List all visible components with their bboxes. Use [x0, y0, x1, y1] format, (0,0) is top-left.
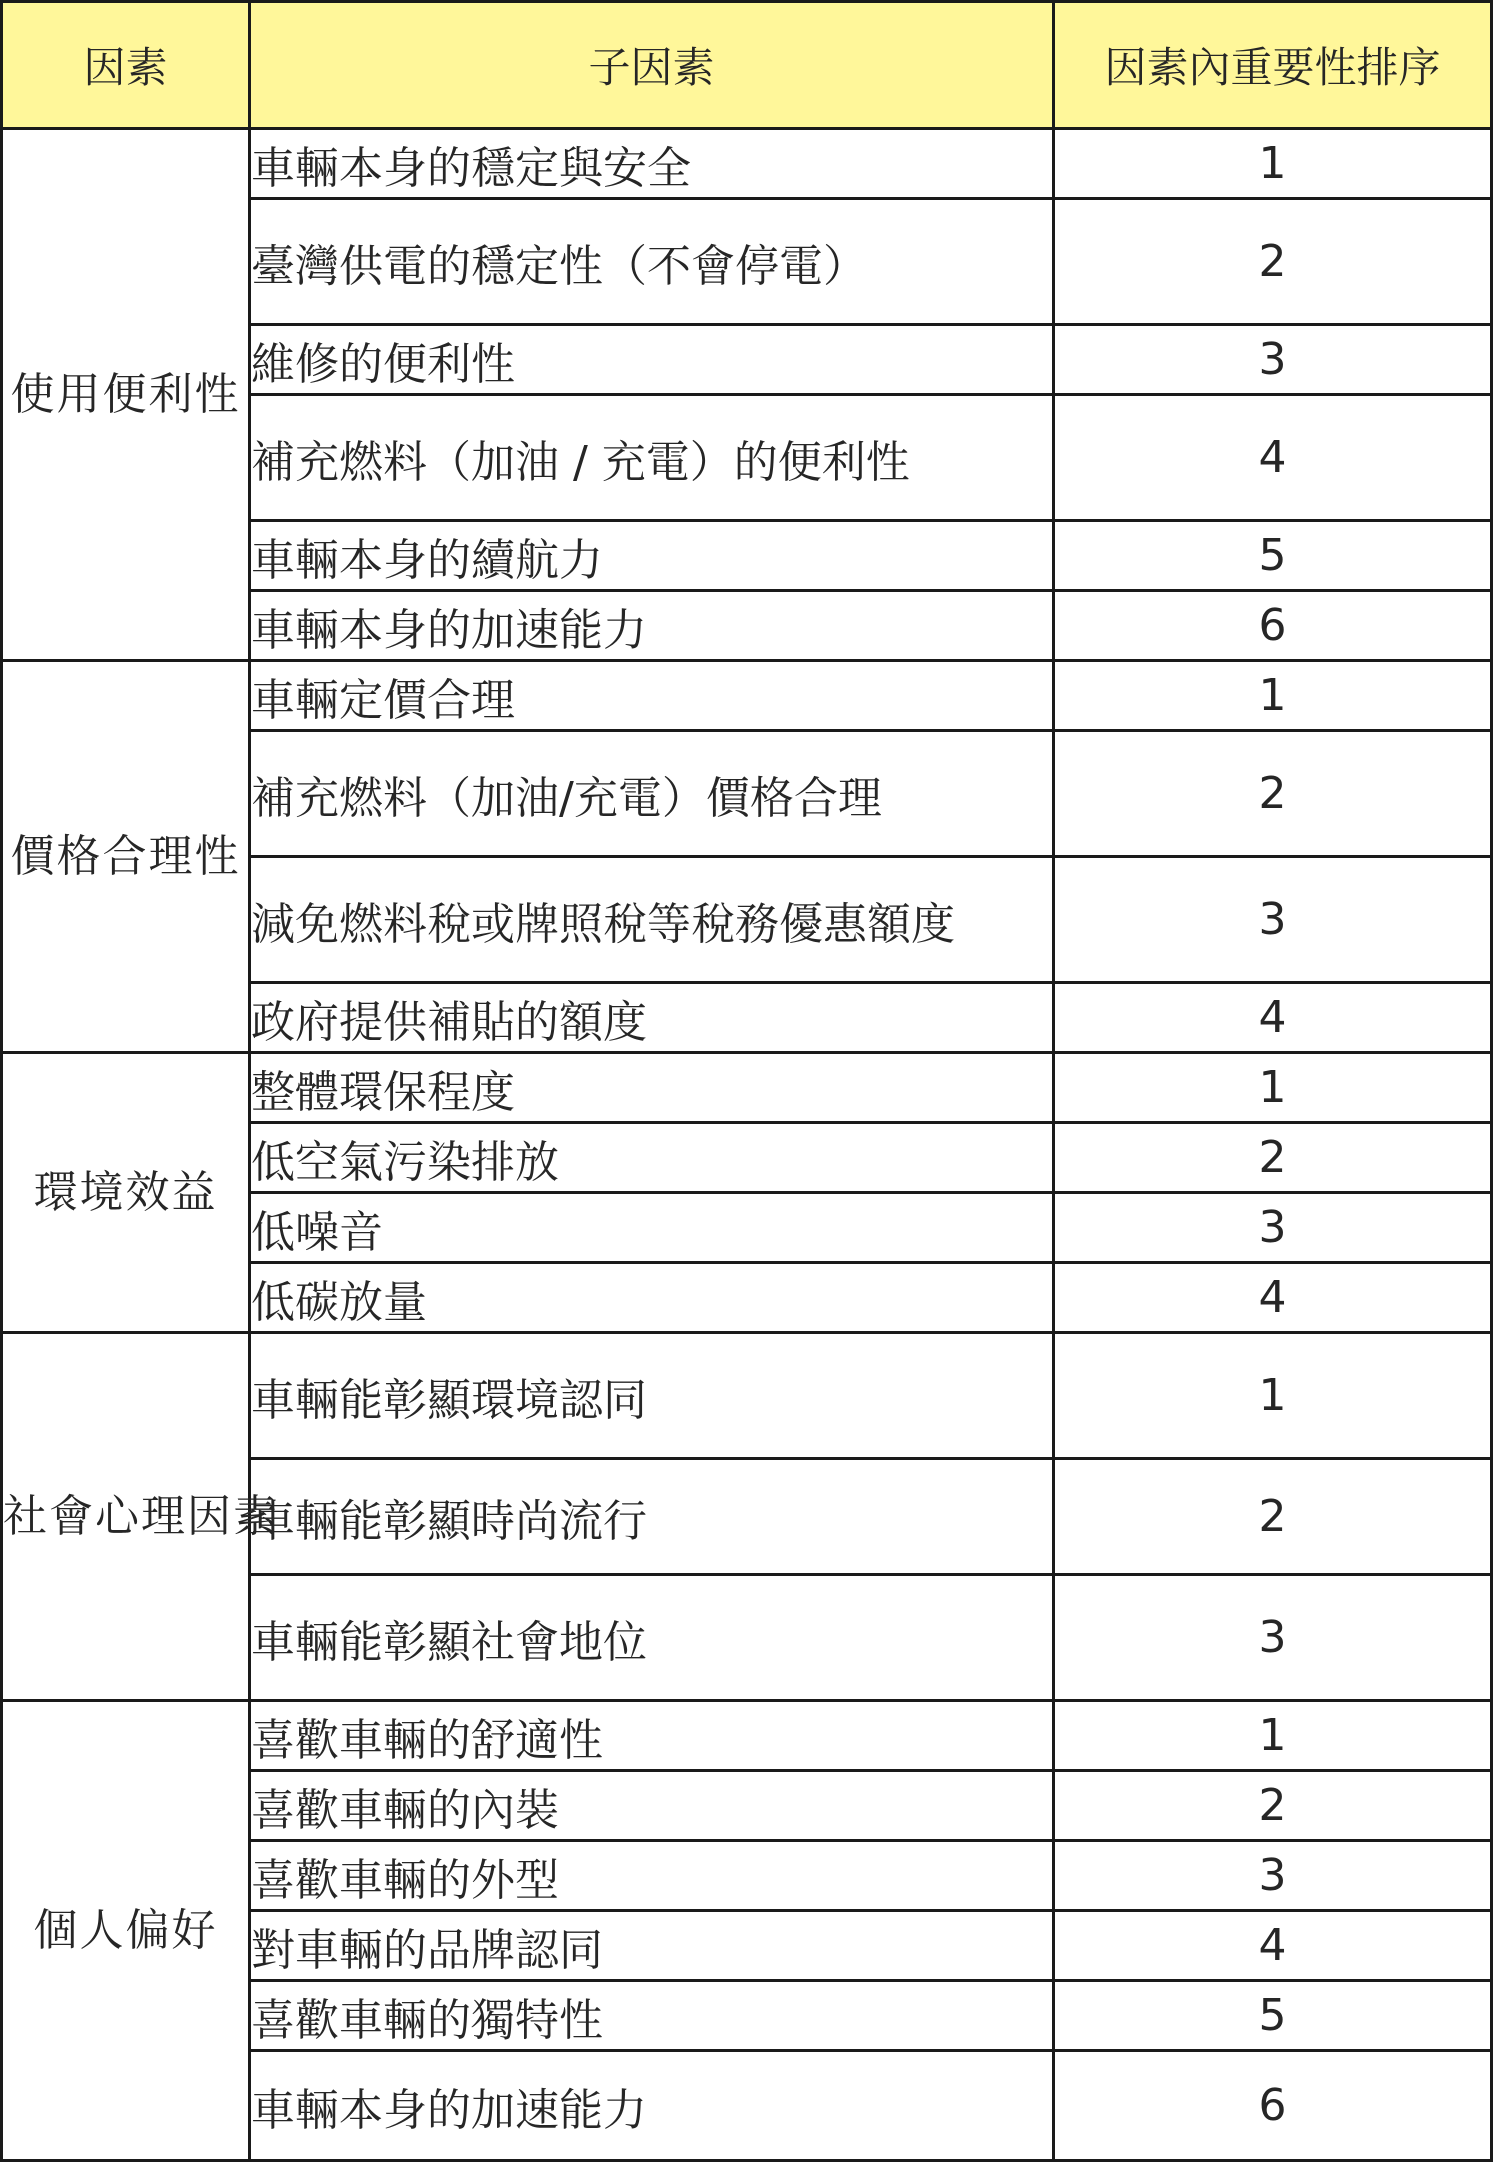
rank-cell: 5: [1054, 1981, 1492, 2051]
subfactor-cell: 車輛能彰顯環境認同: [250, 1333, 1054, 1459]
rank-cell: 4: [1054, 395, 1492, 521]
subfactor-cell: 低碳放量: [250, 1263, 1054, 1333]
factor-cell: 個人偏好: [2, 1701, 250, 2161]
rank-cell: 2: [1054, 199, 1492, 325]
subfactor-cell: 補充燃料（加油/充電）價格合理: [250, 731, 1054, 857]
rank-cell: 3: [1054, 1841, 1492, 1911]
rank-cell: 4: [1054, 1263, 1492, 1333]
rank-cell: 6: [1054, 591, 1492, 661]
subfactor-cell: 喜歡車輛的舒適性: [250, 1701, 1054, 1771]
rank-cell: 3: [1054, 1193, 1492, 1263]
rank-cell: 4: [1054, 983, 1492, 1053]
subfactor-cell: 政府提供補貼的額度: [250, 983, 1054, 1053]
table-row: [2, 129, 1492, 199]
rank-cell: 3: [1054, 857, 1492, 983]
table-row: [2, 1053, 1492, 1123]
factor-cell: 價格合理性: [2, 661, 250, 1053]
rank-cell: 1: [1054, 129, 1492, 199]
table-row: [2, 1333, 1492, 1459]
table-row: [2, 661, 1492, 731]
factor-cell: 使用便利性: [2, 129, 250, 661]
table-row: [2, 1701, 1492, 1771]
subfactor-cell: 補充燃料（加油 / 充電）的便利性: [250, 395, 1054, 521]
subfactor-cell: 減免燃料稅或牌照稅等稅務優惠額度: [250, 857, 1054, 983]
rank-cell: 2: [1054, 1459, 1492, 1575]
subfactor-cell: 車輛本身的穩定與安全: [250, 129, 1054, 199]
rank-cell: 6: [1054, 2051, 1492, 2161]
header-subfactor: 子因素: [250, 2, 1054, 129]
subfactor-cell: 低噪音: [250, 1193, 1054, 1263]
subfactor-cell: 喜歡車輛的內裝: [250, 1771, 1054, 1841]
subfactor-cell: 喜歡車輛的獨特性: [250, 1981, 1054, 2051]
factor-cell: 環境效益: [2, 1053, 250, 1333]
rank-cell: 3: [1054, 325, 1492, 395]
rank-cell: 5: [1054, 521, 1492, 591]
subfactor-cell: 維修的便利性: [250, 325, 1054, 395]
subfactor-cell: 車輛能彰顯時尚流行: [250, 1459, 1054, 1575]
rank-cell: 1: [1054, 1053, 1492, 1123]
subfactor-cell: 車輛本身的續航力: [250, 521, 1054, 591]
subfactor-cell: 車輛本身的加速能力: [250, 2051, 1054, 2161]
rank-cell: 1: [1054, 1701, 1492, 1771]
subfactor-cell: 車輛能彰顯社會地位: [250, 1575, 1054, 1701]
subfactor-cell: 對車輛的品牌認同: [250, 1911, 1054, 1981]
rank-cell: 1: [1054, 1333, 1492, 1459]
rank-cell: 2: [1054, 1123, 1492, 1193]
rank-cell: 4: [1054, 1911, 1492, 1981]
subfactor-cell: 車輛本身的加速能力: [250, 591, 1054, 661]
header-factor: 因素: [2, 2, 250, 129]
subfactor-cell: 低空氣污染排放: [250, 1123, 1054, 1193]
rank-cell: 2: [1054, 731, 1492, 857]
header-row: [2, 2, 1492, 129]
rank-cell: 1: [1054, 661, 1492, 731]
rank-cell: 3: [1054, 1575, 1492, 1701]
factor-cell: 社會心理因素: [2, 1333, 250, 1701]
subfactor-cell: 整體環保程度: [250, 1053, 1054, 1123]
rank-cell: 2: [1054, 1771, 1492, 1841]
subfactor-cell: 喜歡車輛的外型: [250, 1841, 1054, 1911]
subfactor-cell: 車輛定價合理: [250, 661, 1054, 731]
header-rank: 因素內重要性排序: [1054, 2, 1492, 129]
subfactor-cell: 臺灣供電的穩定性（不會停電）: [250, 199, 1054, 325]
